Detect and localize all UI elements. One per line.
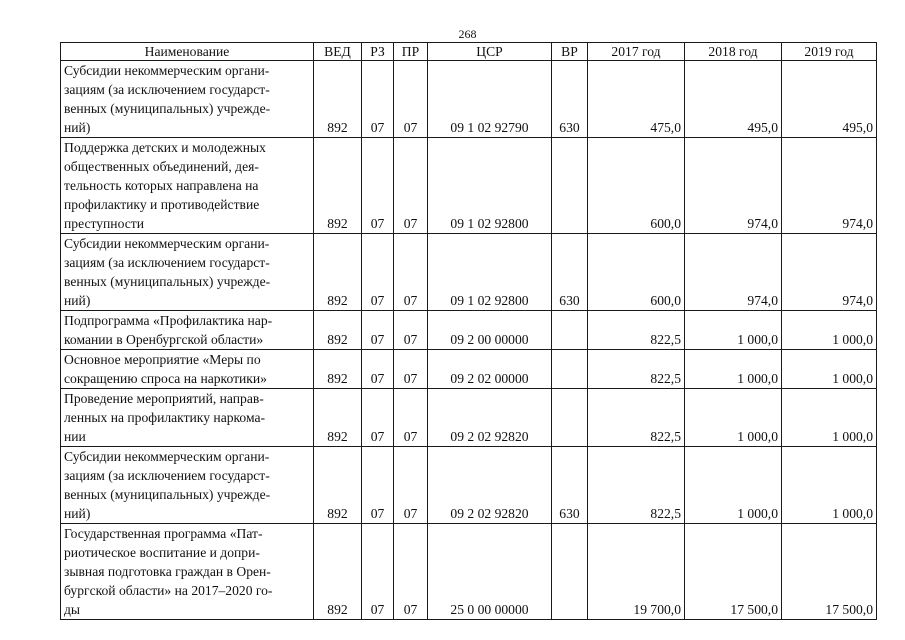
table-row xyxy=(61,350,877,389)
cell-2018: 1 000,0 xyxy=(685,311,782,350)
cell-vr: 630 xyxy=(552,447,588,524)
header-vr: ВР xyxy=(552,43,588,61)
cell-name xyxy=(61,447,314,524)
cell-name-line: нии xyxy=(64,429,86,444)
cell-name xyxy=(61,350,314,389)
cell-csr: 09 2 02 92820 xyxy=(428,447,552,524)
cell-name-line: Субсидии некоммерческим органи- xyxy=(64,63,270,78)
cell-2019: 1 000,0 xyxy=(782,311,877,350)
header-csr: ЦСР xyxy=(428,43,552,61)
cell-ved: 892 xyxy=(314,311,362,350)
cell-vr xyxy=(552,389,588,447)
cell-rz: 07 xyxy=(362,234,394,311)
cell-pr: 07 xyxy=(394,447,428,524)
cell-rz: 07 xyxy=(362,61,394,138)
cell-name-line: ний) xyxy=(64,293,91,308)
cell-2017: 822,5 xyxy=(588,350,685,389)
cell-name-line: ний) xyxy=(64,506,91,521)
table-row xyxy=(61,138,877,234)
cell-ved: 892 xyxy=(314,234,362,311)
header-name: Наименование xyxy=(61,43,314,61)
cell-2019: 1 000,0 xyxy=(782,389,877,447)
cell-2017: 475,0 xyxy=(588,61,685,138)
cell-name-line: сокращению спроса на наркотики» xyxy=(64,371,267,386)
cell-name-line: венных (муниципальных) учрежде- xyxy=(64,487,271,502)
cell-csr: 09 2 00 00000 xyxy=(428,311,552,350)
cell-vr: 630 xyxy=(552,61,588,138)
cell-2017: 19 700,0 xyxy=(588,524,685,620)
cell-pr: 07 xyxy=(394,234,428,311)
cell-name-line: ленных на профилактику наркома- xyxy=(64,410,266,425)
cell-2018: 495,0 xyxy=(685,61,782,138)
budget-table xyxy=(60,42,877,620)
cell-2019: 1 000,0 xyxy=(782,447,877,524)
cell-name-line: венных (муниципальных) учрежде- xyxy=(64,274,271,289)
cell-ved: 892 xyxy=(314,389,362,447)
cell-name-line: Проведение мероприятий, направ- xyxy=(64,391,264,406)
cell-vr: 630 xyxy=(552,234,588,311)
cell-csr: 09 2 02 92820 xyxy=(428,389,552,447)
cell-vr xyxy=(552,311,588,350)
cell-csr: 09 1 02 92800 xyxy=(428,138,552,234)
cell-ved: 892 xyxy=(314,524,362,620)
cell-name xyxy=(61,311,314,350)
cell-pr: 07 xyxy=(394,138,428,234)
cell-ved: 892 xyxy=(314,447,362,524)
cell-name-line: преступности xyxy=(64,216,144,231)
cell-2018: 974,0 xyxy=(685,138,782,234)
cell-name-line: Государственная программа «Пат- xyxy=(64,526,263,541)
cell-pr: 07 xyxy=(394,61,428,138)
cell-ved: 892 xyxy=(314,350,362,389)
cell-2019: 974,0 xyxy=(782,234,877,311)
table-row xyxy=(61,447,877,524)
cell-name-line: Субсидии некоммерческим органи- xyxy=(64,449,270,464)
cell-name-line: риотическое воспитание и допри- xyxy=(64,545,260,560)
header-pr: ПР xyxy=(394,43,428,61)
cell-pr: 07 xyxy=(394,389,428,447)
page-number: 268 xyxy=(458,27,477,41)
table-body xyxy=(61,61,877,620)
cell-2019: 1 000,0 xyxy=(782,350,877,389)
cell-2018: 1 000,0 xyxy=(685,350,782,389)
cell-rz: 07 xyxy=(362,389,394,447)
cell-ved: 892 xyxy=(314,61,362,138)
cell-2017: 600,0 xyxy=(588,234,685,311)
cell-name xyxy=(61,234,314,311)
cell-2019: 17 500,0 xyxy=(782,524,877,620)
cell-rz: 07 xyxy=(362,350,394,389)
table-row xyxy=(61,524,877,620)
cell-rz: 07 xyxy=(362,311,394,350)
table-row xyxy=(61,61,877,138)
cell-name xyxy=(61,138,314,234)
cell-name-line: зывная подготовка граждан в Орен- xyxy=(64,564,271,579)
table-row xyxy=(61,234,877,311)
cell-name-line: ды xyxy=(64,602,81,617)
cell-csr: 09 1 02 92800 xyxy=(428,234,552,311)
cell-name-line: Основное мероприятие «Меры по xyxy=(64,352,261,367)
cell-name xyxy=(61,524,314,620)
header-rz: РЗ xyxy=(362,43,394,61)
cell-2017: 822,5 xyxy=(588,447,685,524)
cell-name-line: Субсидии некоммерческим органи- xyxy=(64,236,270,251)
cell-rz: 07 xyxy=(362,447,394,524)
cell-name-line: профилактику и противодействие xyxy=(64,197,260,212)
cell-pr: 07 xyxy=(394,311,428,350)
cell-name-line: зациям (за исключением государст- xyxy=(64,82,270,97)
cell-2019: 495,0 xyxy=(782,61,877,138)
cell-2018: 974,0 xyxy=(685,234,782,311)
cell-name-line: Подпрограмма «Профилактика нар- xyxy=(64,313,273,328)
table-row xyxy=(61,389,877,447)
cell-vr xyxy=(552,138,588,234)
cell-2018: 1 000,0 xyxy=(685,447,782,524)
cell-vr xyxy=(552,524,588,620)
cell-name xyxy=(61,61,314,138)
header-ved: ВЕД xyxy=(314,43,362,61)
cell-vr xyxy=(552,350,588,389)
table-row xyxy=(61,311,877,350)
cell-name-line: ний) xyxy=(64,120,91,135)
cell-pr: 07 xyxy=(394,350,428,389)
cell-name-line: зациям (за исключением государст- xyxy=(64,255,270,270)
cell-csr: 09 1 02 92790 xyxy=(428,61,552,138)
cell-name-line: венных (муниципальных) учрежде- xyxy=(64,101,271,116)
cell-csr: 25 0 00 00000 xyxy=(428,524,552,620)
cell-2018: 1 000,0 xyxy=(685,389,782,447)
cell-csr: 09 2 02 00000 xyxy=(428,350,552,389)
header-2019: 2019 год xyxy=(782,43,877,61)
cell-2017: 822,5 xyxy=(588,389,685,447)
cell-name-line: Поддержка детских и молодежных xyxy=(64,140,266,155)
cell-pr: 07 xyxy=(394,524,428,620)
cell-name-line: общественных объединений, дея- xyxy=(64,159,259,174)
header-2018: 2018 год xyxy=(685,43,782,61)
cell-name xyxy=(61,389,314,447)
header-2017: 2017 год xyxy=(588,43,685,61)
cell-name-line: зациям (за исключением государст- xyxy=(64,468,270,483)
cell-name-line: тельность которых направлена на xyxy=(64,178,259,193)
cell-2017: 600,0 xyxy=(588,138,685,234)
cell-2019: 974,0 xyxy=(782,138,877,234)
cell-name-line: комании в Оренбургской области» xyxy=(64,332,264,347)
cell-rz: 07 xyxy=(362,524,394,620)
cell-name-line: бургской области» на 2017–2020 го- xyxy=(64,583,273,598)
cell-rz: 07 xyxy=(362,138,394,234)
cell-ved: 892 xyxy=(314,138,362,234)
cell-2018: 17 500,0 xyxy=(685,524,782,620)
cell-2017: 822,5 xyxy=(588,311,685,350)
table-header-row xyxy=(61,43,877,61)
